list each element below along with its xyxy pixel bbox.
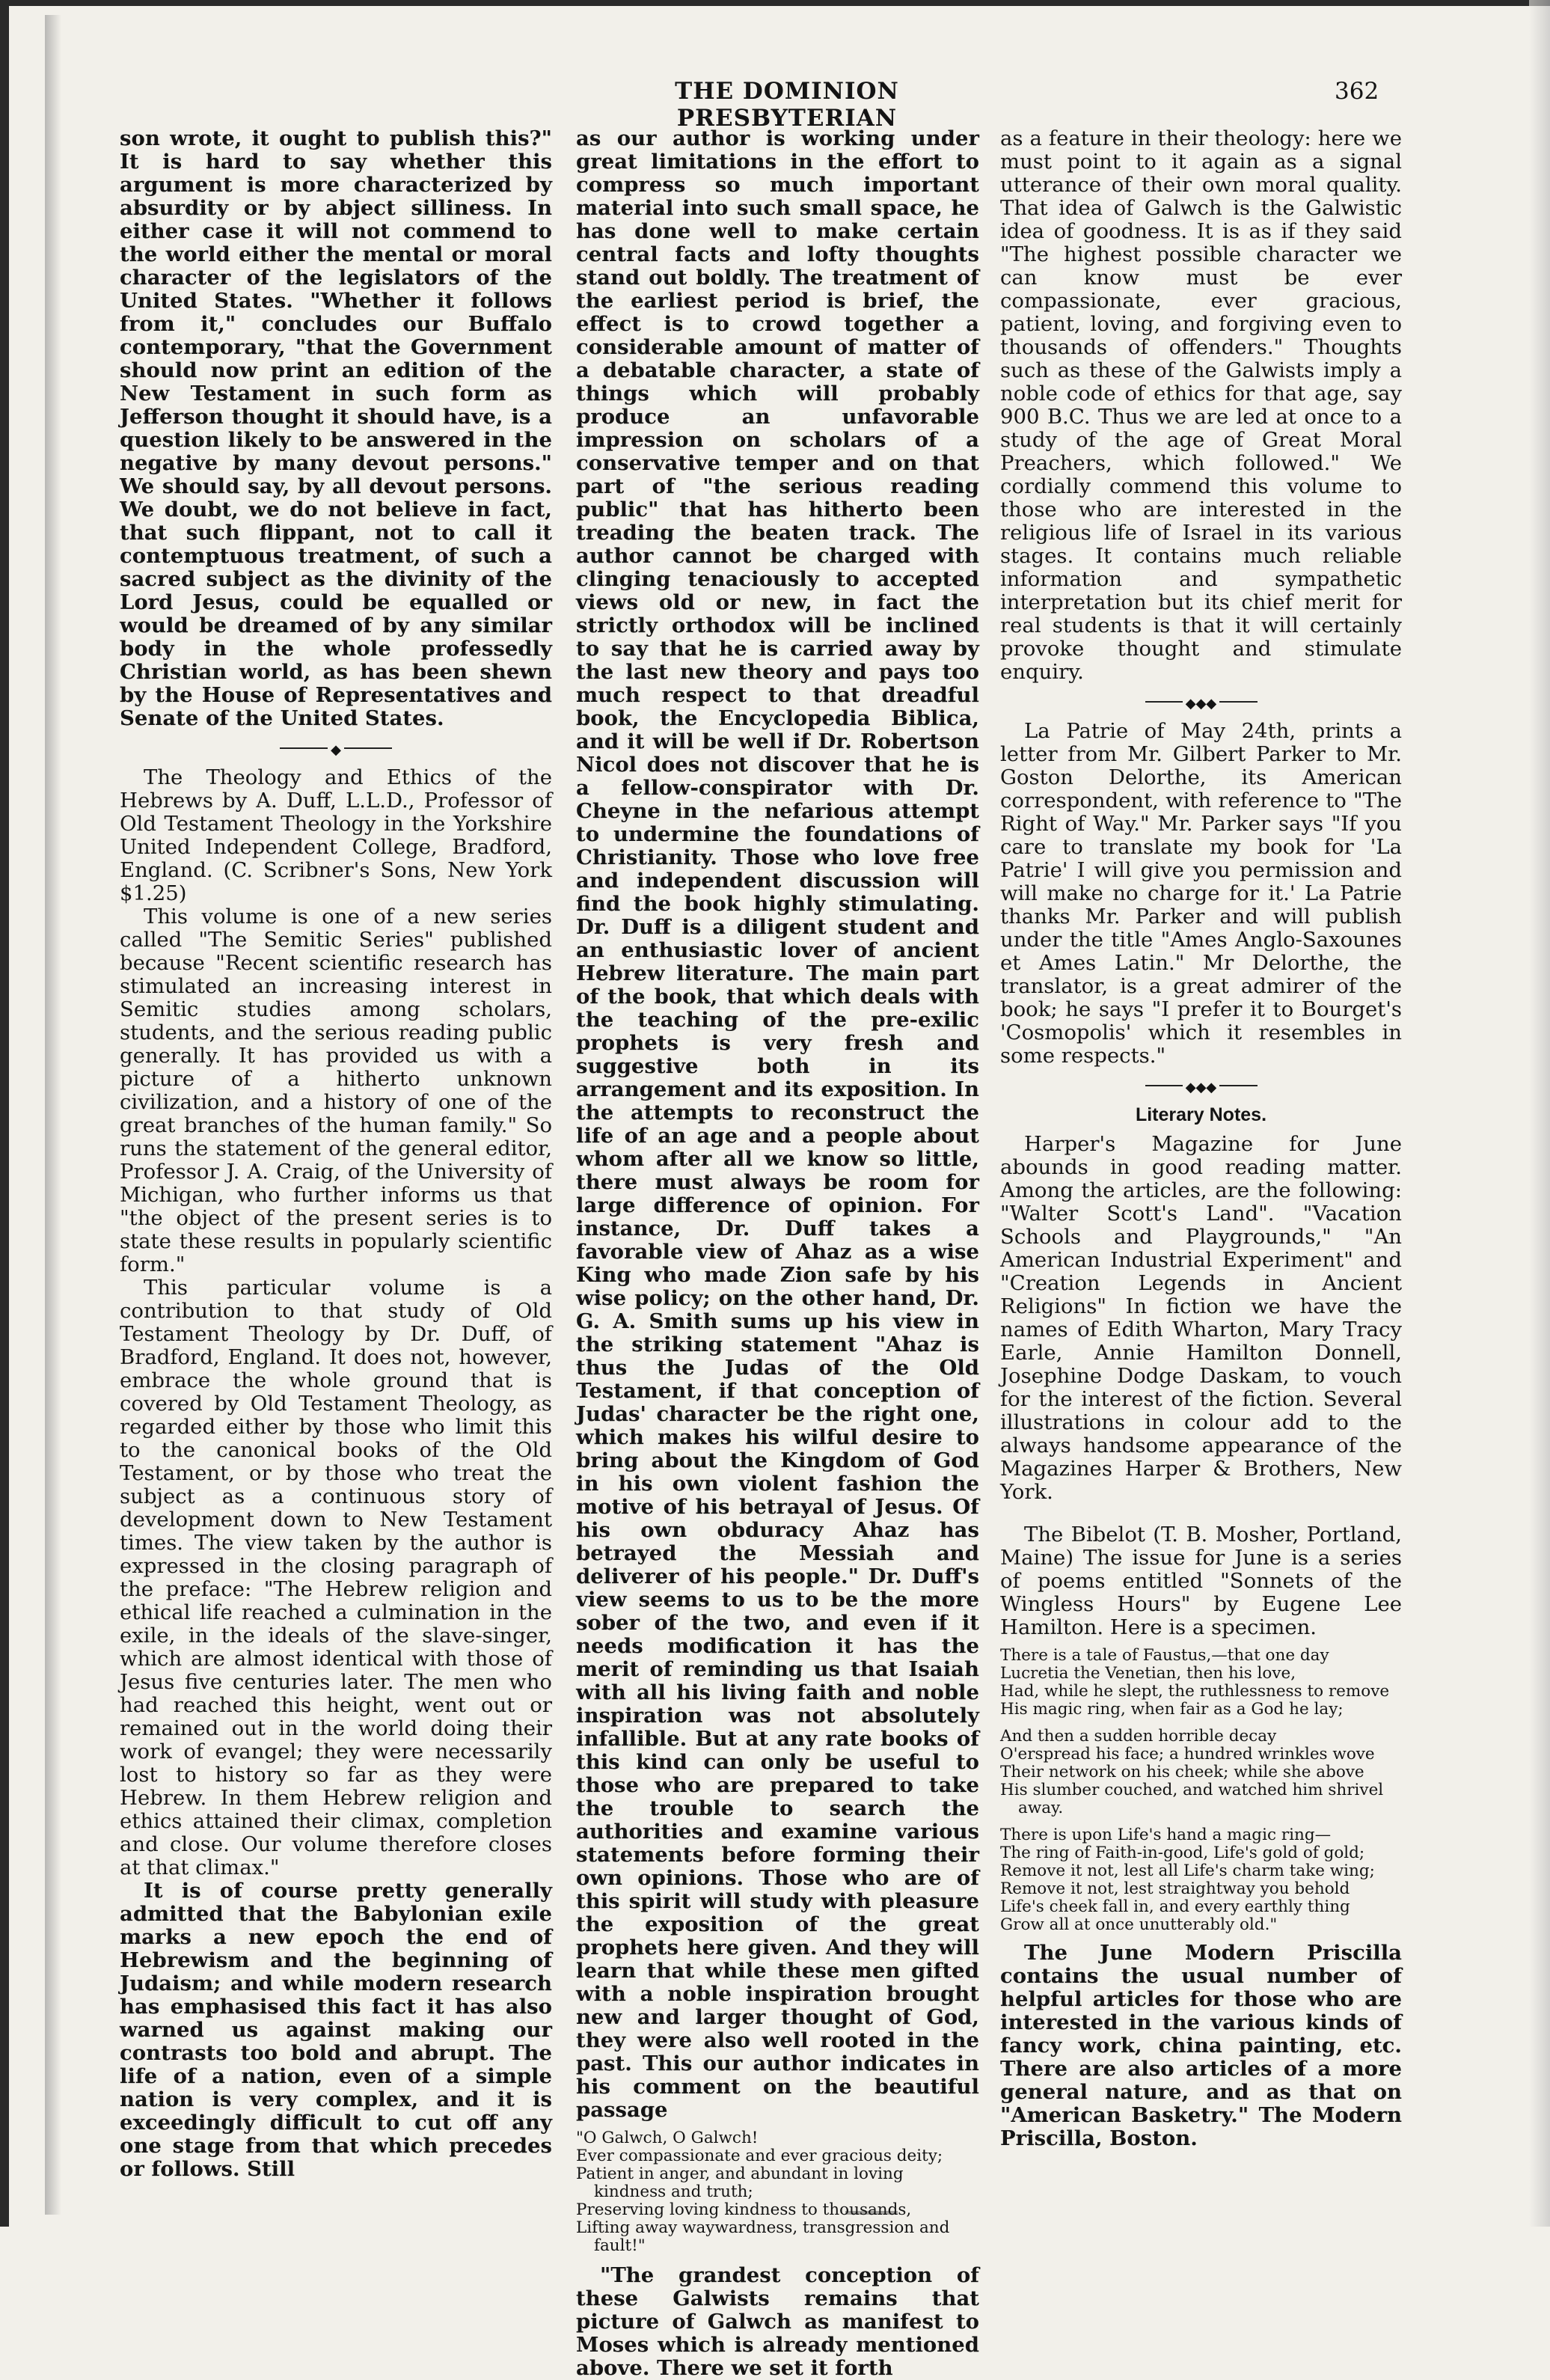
- poem-line: Had, while he slept, the ruthlessness to remove: [1000, 1682, 1390, 1701]
- quote-line: Lifting away waywardness, transgression and fault!": [576, 2218, 950, 2255]
- poem-line: Remove it not, lest straightway you behold: [1000, 1879, 1350, 1898]
- news-paragraph: La Patrie of May 24th, prints a letter from Mr. Gilbert Parker to Mr. Goston Delorthe, its American correspondent, with reference to "The Right of Way." Mr. Parker says "If you care to translate my book for 'La Patrie' I will give you permission and will make no charge for it.' La Patrie thanks Mr. Parker and will publish under the title "Ames Anglo-Saxounes et Ames Latin." Mr Delorthe, the translator, is a great admirer of the book; he says "I prefer it to Bourget's 'Cosmopolis' which it resembles in some respects.": [1000, 719, 1402, 1068]
- review-paragraph: as a feature in their theology: here we must point to it again as a signal utterance of their own moral quality. That idea of Galwch is the Galwistic idea of goodness. It is as if they said "The highest possible character we can know must be ever compassionate, ever gracious, patient, loving, and forgiving even to thousands of offenders." Thoughts such as these of the Galwists imply a noble code of ethics for that age, say 900 B.C. Thus we are led at once to a study of the age of Great Moral Preachers, which followed." We cordially commend this volume to those who are interested in the religious life of Israel in its various stages. It contains much reliable information and sympathetic interpretation but its chief merit for real students is that it will certainly provoke thought and stimulate enquiry.: [1000, 126, 1402, 684]
- review-paragraph: This particular volume is a contribution to that study of Old Testament Theology by Dr. Duff, of Bradford, England. It does not, however, embrace the whole ground that is covered by Old Testament Theology, as regarded either by those who limit this to the canonical books of the Old Testament, or by those who treat the subject as a continuous story of development down to New Testament times. The view taken by the author is expressed in the closing paragraph of the preface: "The Hebrew religion and ethical life reached a culmination in the exile, in the ideals of the slave-singer, which are almost identical with those of Jesus five centuries later. The men who had reached this height, went out or remained out in the world doing their work of evangel; they were necessarily lost to history so far as they were Hebrew. In them Hebrew religion and ethics attained their climax, completion and close. Our volume therefore closes at that climax.": [120, 1276, 552, 1879]
- poem-line: And then a sudden horrible decay: [1000, 1727, 1277, 1746]
- ornament-icon: ◆: [328, 742, 344, 758]
- running-head: THE DOMINION PRESBYTERIAN: [675, 78, 899, 132]
- page-edge-top: [0, 0, 1550, 6]
- quote-line: Preserving loving kindness to thousands,: [576, 2200, 912, 2219]
- column-2: [576, 127, 979, 2380]
- page-number: 362: [1335, 78, 1379, 105]
- poem-line: Remove it not, lest all Life's charm take wing;: [1000, 1862, 1375, 1880]
- poem-line: Lucretia the Venetian, then his love,: [1000, 1664, 1296, 1683]
- review-paragraph: "The grandest conception of these Galwists remains that picture of Galwch as manifest to Moses which is already mentioned above. There we set it forth: [576, 2263, 979, 2380]
- poem-line: There is upon Life's hand a magic ring—: [1000, 1826, 1332, 1844]
- page-edge-left: [0, 0, 9, 2227]
- poem-line: There is a tale of Faustus,—that one day: [1000, 1646, 1329, 1665]
- ornament-icon: ◆◆◆: [1183, 1080, 1220, 1095]
- literary-note: The June Modern Priscilla contains the usual number of helpful articles for those who are interested in the various kinds of fancy work, china painting, etc. There are also articles of a more general nature, and as that on "American Basketry." The Modern Priscilla, Boston.: [1000, 1941, 1402, 2150]
- column-1: [120, 127, 552, 2181]
- right-edge-shadow: [1529, 0, 1550, 2227]
- poem-line: O'erspread his face; a hundred wrinkles wove: [1000, 1745, 1375, 1763]
- poem-line: His slumber couched, and watched him shrivel away.: [1000, 1781, 1384, 1817]
- literary-note: The Bibelot (T. B. Mosher, Portland, Maine) The issue for June is a series of poems entitled "Sonnets of the Wingless Hours" by Eugene Lee Hamilton. Here is a specimen.: [1000, 1523, 1402, 1639]
- ornament-icon: ◆◆◆: [1183, 696, 1220, 712]
- section-title: Literary Notes.: [1135, 1104, 1267, 1125]
- review-paragraph: as our author is working under great limitations in the effort to compress so much important material into such small space, he has done well to make certain central facts and lofty thoughts stand out boldly. The treatment of the earliest period is brief, the effect is to crowd together a considerable amount of matter of a debatable character, a state of things which will probably produce an unfavorable impression on scholars of a conservative temper and on that part of "the serious reading public" that has hitherto been treading the beaten track. The author cannot be charged with clinging tenaciously to accepted views old or new, in fact the strictly orthodox will be inclined to say that he is carried away by the last new theory and pays too much respect to that dreadful book, the Encyclopedia Biblica, and it will be well if Dr. Robertson Nicol does not discover that he is a fellow-conspirator with Dr. Cheyne in the nefarious attempt to undermine the foundations of Christianity. Those who love free and independent discussion will find the book highly stimulating. Dr. Duff is a diligent student and an enthusiastic lover of ancient Hebrew literature. The main part of the book, that which deals with the teaching of the pre-exilic prophets is very fresh and suggestive both in its arrangement and its exposition. In the attempts to reconstruct the life of an age and a people about whom after all we know so little, there must always be room for large difference of opinion. For instance, Dr. Duff takes a favorable view of Ahaz as a wise King who made Zion safe by his wise policy; on the other hand, Dr. G. A. Smith sums up his view in the striking statement "Ahaz is thus the Judas of the Old Testament, if that conception of Judas' character be the right one, which makes his wilful desire to bring about the Kingdom of God in his own violent fashion the motive of his betrayal of Jesus. Of his own obduracy Ahaz has betrayed the Messiah and deliverer of his people." Dr. Duff's view seems to us to be the more sober of the two, and even if it needs modification it has the merit of reminding us that Isaiah with all his living faith and noble inspiration was not absolutely infallible. But at any rate books of this kind can only be useful to those who are prepared to take the trouble to search the authorities and examine various statements before forming their own opinions. Those who are of this spirit will study with pleasure the exposition of the great prophets here given. And they will learn that while these men gifted with a noble inspiration brought new and larger thought of God, they were also well rooted in the past. This our author indicates in his comment on the beautiful passage: [576, 126, 979, 2122]
- review-heading: The Theology and Ethics of the Hebrews by A. Duff, L.L.D., Professor of Old Testament Theology in the Yorkshire United Independent College, Bradford, England. (C. Scribner's Sons, New York $1.25): [120, 765, 552, 905]
- block-quote: [576, 2129, 979, 2255]
- sonnet: [1000, 1647, 1402, 1934]
- ornamental-divider: [1000, 1074, 1402, 1096]
- ornamental-divider: [120, 736, 552, 759]
- poem-line: His magic ring, when fair as a God he lay;: [1000, 1700, 1344, 1719]
- article-continuation: son wrote, it ought to publish this?" It is hard to say whether this argument is more characterized by absurdity or by abject silliness. In either case it will not commend to the world either the mental or moral character of the legislators of the United States. "Whether it follows from it," concludes our Buffalo contemporary, "that the Government should now print an edition of the New Testament in such form as Jefferson thought it should have, is a question likely to be answered in the negative by many devout persons." We should say, by all devout persons. We doubt, we do not believe in fact, that such flippant, not to call it contemptuous treatment, of such a sacred subject as the divinity of the Lord Jesus, could be equalled or would be dreamed of by any similar body in the whole professedly Christian world, as has been shewn by the House of Representatives and Senate of the United States.: [120, 126, 552, 730]
- column-3: [1000, 127, 1402, 2150]
- poem-line: Life's cheek fall in, and every earthly thing: [1000, 1897, 1350, 1916]
- quote-line: "O Galwch, O Galwch!: [576, 2129, 759, 2147]
- poem-line: Their network on his cheek; while she above: [1000, 1763, 1364, 1781]
- literary-note: Harper's Magazine for June abounds in good reading matter. Among the articles, are the following: "Walter Scott's Land". "Vacation Schools and Playgrounds," "An American Industrial Experiment" and "Creation Legends in Ancient Religions" In fiction we have the names of Edith Wharton, Mary Tracy Earle, Annie Hamilton Donnell, Josephine Dodge Daskam, to vouch for the interest of the fiction. Several illustrations in colour add to the always handsome appearance of the Magazines Harper & Brothers, New York.: [1000, 1132, 1402, 1504]
- quote-line: Patient in anger, and abundant in loving kindness and truth;: [576, 2165, 904, 2201]
- poem-line: The ring of Faith-in-good, Life's gold of gold;: [1000, 1844, 1365, 1862]
- poem-line: Grow all at once unutterably old.": [1000, 1915, 1278, 1934]
- quote-line: Ever compassionate and ever gracious deity;: [576, 2147, 943, 2165]
- ornamental-divider: [1000, 690, 1402, 712]
- review-paragraph: This volume is one of a new series called "The Semitic Series" published because "Recent scientific research has stimulated an increasing interest in Semitic studies among scholars, students, and the serious reading public generally. It has provided us with a picture of a hitherto unknown civilization, and a history of one of the great branches of the human family." So runs the statement of the general editor, Professor J. A. Craig, of the University of Michigan, who further informs us that "the object of the present series is to state these results in popularly scientific form.": [120, 905, 552, 1276]
- review-paragraph: It is of course pretty generally admitted that the Babylonian exile marks a new epoch the end of Hebrewism and the beginning of Judaism; and while modern research has emphasised this fact it has also warned us against making our contrasts too bold and abrupt. The life of a nation, even of a simple nation is very complex, and it is exceedingly difficult to cut off any one stage from that which precedes or follows. Still: [120, 1879, 552, 2181]
- binding-shadow: [45, 15, 61, 2215]
